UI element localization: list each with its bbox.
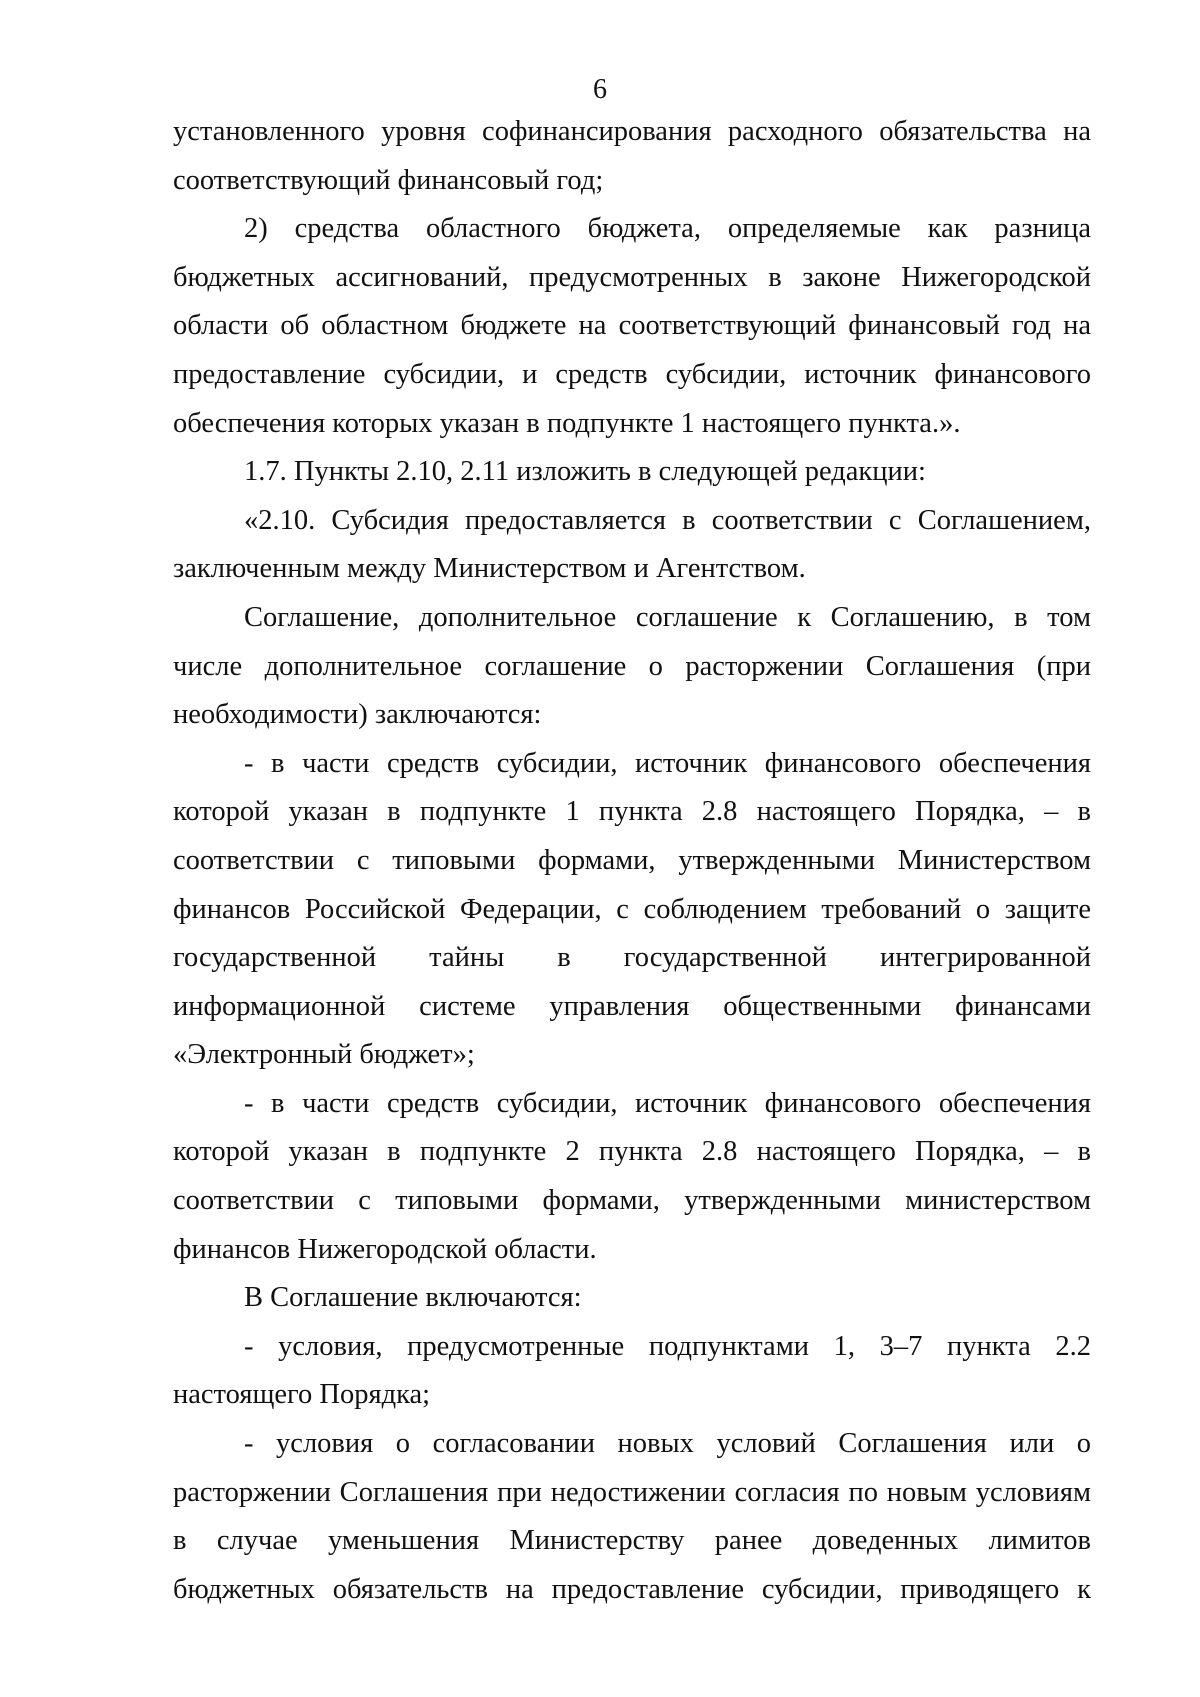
paragraph: - в части средств субсидии, источник финансового обеспечения которой указан в подпункте 1 пункта 2.8 настоящего Порядка, – в соответствии с типовыми формами, утвержденными Министерством финансов Российской Федерации, с соблюдением требований о защите государственной тайны в государственной интегрированной информационной системе управления общественными финансами «Электронный бюджет»; xyxy=(173,747,1091,1071)
paragraph: 2) средства областного бюджета, определяемые как разница бюджетных ассигнований, предусмотренных в законе Нижегородской области об областном бюджете на соответствующий финансовый год на предоставление субсидии, и средств субсидии, источник финансового обеспечения которых указан в подпункте 1 настоящего пункта.». xyxy=(173,213,1091,439)
paragraph: - условия, предусмотренные подпунктами 1, 3–7 пункта 2.2 настоящего Порядка; xyxy=(173,1330,1091,1411)
paragraph: Соглашение, дополнительное соглашение к Соглашению, в том числе дополнительное соглашение о расторжении Соглашения (при необходимости) заключаются: xyxy=(173,601,1091,731)
paragraph: - условия о согласовании новых условий Соглашения или о расторжении Соглашения при недостижении согласия по новым условиям в случае уменьшения Министерству ранее доведенных лимитов бюджетных обязательств на предоставление субсидии, приводящего к xyxy=(173,1428,1091,1605)
paragraph: 1.7. Пункты 2.10, 2.11 изложить в следующей редакции: xyxy=(244,456,926,488)
paragraph: «2.10. Субсидия предоставляется в соответствии с Соглашением, заключенным между Министерством и Агентством. xyxy=(173,504,1091,585)
page-number: 6 xyxy=(593,74,607,105)
paragraph: В Соглашение включаются: xyxy=(244,1282,582,1314)
paragraph: установленного уровня софинансирования расходного обязательства на соответствующий финансовый год; xyxy=(173,116,1091,196)
document-body xyxy=(173,108,1091,1614)
paragraph: - в части средств субсидии, источник финансового обеспечения которой указан в подпункте 2 пункта 2.8 настоящего Порядка, – в соответствии с типовыми формами, утвержденными министерством финансов Нижегородской области. xyxy=(173,1087,1091,1265)
